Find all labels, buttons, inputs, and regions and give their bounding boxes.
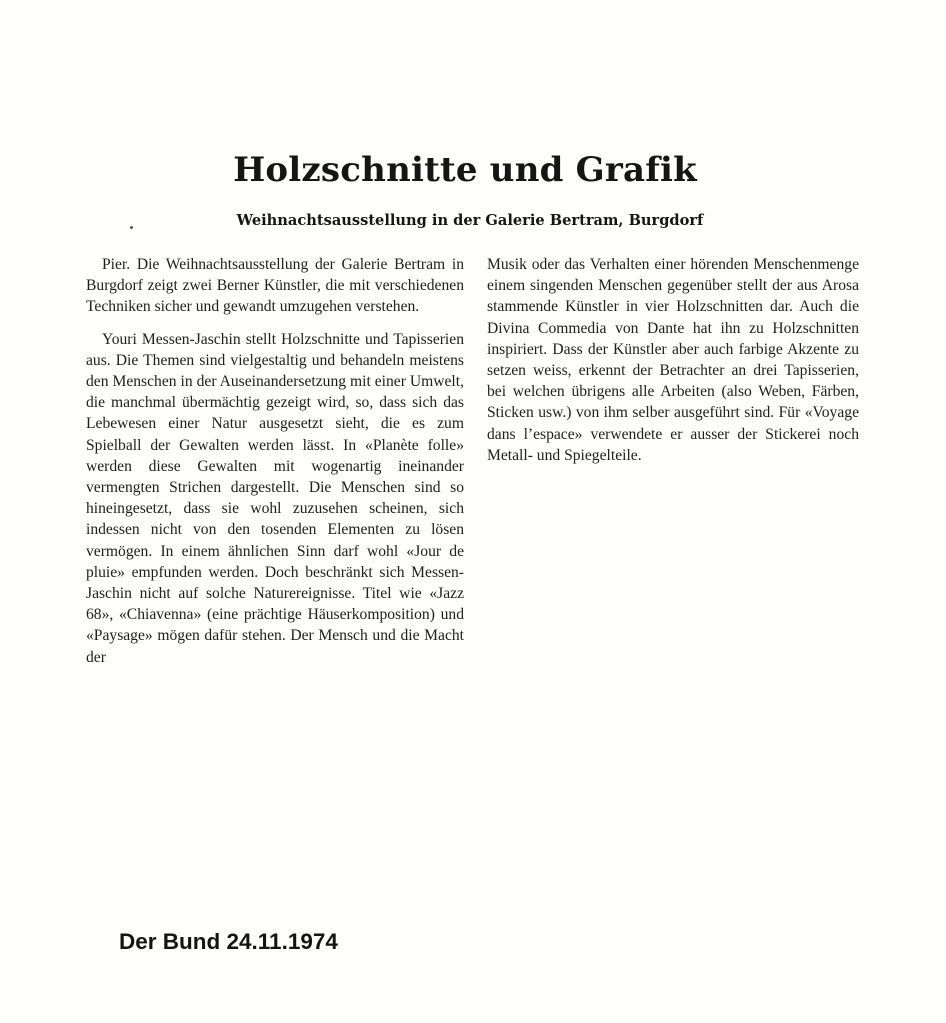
article-column-left <box>86 254 464 668</box>
paragraph: Youri Messen-Jaschin stellt Holzschnitte und Tapisserien aus. Die Themen sind vielgestaltig und behandeln meistens den Menschen in der Auseinandersetzung mit einer Umwelt, die manchmal übermächtig gezeigt wird, so, dass sich das Lebewesen einer Natur ausgesetzt sieht, die es zum Spielball der Gewalten werden lässt. In «Planète folle» werden diese Gewalten mit wogenartig ineinander vermengten Strichen dargestellt. Die Menschen sind so hineingesetzt, dass sie wohl zuzusehen scheinen, sich indessen nicht von den tosenden Elementen zu lösen vermögen. In einem ähnlichen Sinn darf wohl «Jour de pluie» empfunden werden. Doch beschränkt sich Messen-Jaschin nicht auf solche Naturereignisse. Titel wie «Jazz 68», «Chiavenna» (eine prächtige Häuserkomposition) und «Paysage» mögen dafür stehen. Der Mensch und die Macht der <box>86 330 464 666</box>
article-subheadline: Weihnachtsausstellung in der Galerie Bertram, Burgdorf <box>236 212 704 229</box>
source-label: Der Bund 24.11.1974 <box>119 929 338 954</box>
paragraph: Musik oder das Verhalten einer hörenden Menschenmenge einem singenden Menschen gegenüber stellt der aus Arosa stammende Künstler in vier Holzschnitten dar. Auch die Divina Commedia von Dante hat ihn zu Holzschnitten inspiriert. Dass der Künstler aber auch farbige Akzente zu setzen weiss, erkennt der Betrachter an drei Tapisserien, bei welchen übrigens alle Arbeiten (also Weben, Färben, Sticken usw.) von ihm selber ausgeführt sind. Für «Voyage dans l’espace» verwendete er ausser der Stickerei noch Metall- und Spiegelteile. <box>487 256 859 464</box>
paragraph: Pier. Die Weihnachtsausstellung der Galerie Bertram in Burgdorf zeigt zwei Berner Künstler, die mit verschiedenen Techniken sicher und gewandt umzugehen verstehen. <box>86 256 464 316</box>
article-column-right <box>487 254 859 466</box>
article-headline: Holzschnitte und Grafik <box>233 150 697 190</box>
print-speck <box>130 226 133 229</box>
